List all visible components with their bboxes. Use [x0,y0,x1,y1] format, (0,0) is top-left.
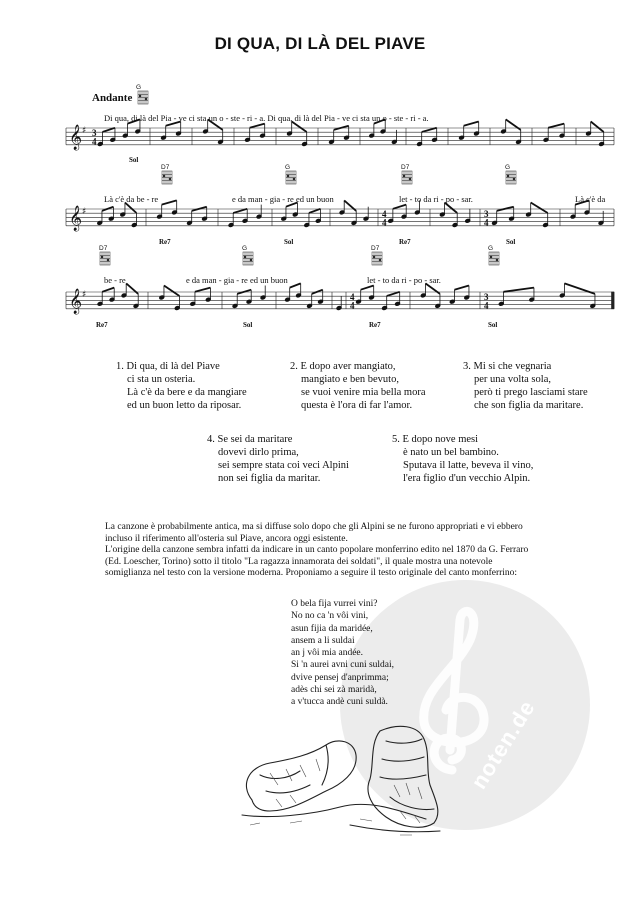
poem-line: a v'tucca andè cuni suldà. [291,697,388,708]
poem-line: No no ca 'n vôi vini, [291,611,369,622]
time-signature-top: 4 [382,209,387,219]
verse-5 [392,433,533,485]
lyrics-line: let - to da ri - po - sar. [399,194,473,204]
note-beam [464,122,479,126]
note-beam [503,288,534,292]
lyrics-line: be - re [104,275,126,285]
verse-line: per una volta sola, [474,374,551,385]
final-bar-line [612,292,615,309]
historical-note [105,522,535,580]
chord-diagram-icon [138,91,148,104]
sheet-music [0,0,640,340]
verse-line: Mi si che vegnaria [473,361,552,372]
chord-diagram-icon [162,171,172,184]
verse-number: 4. [207,434,215,445]
treble-clef-icon: 𝄞 [69,289,83,314]
note-beam [162,200,177,204]
treble-clef-icon: 𝄞 [69,206,83,231]
poem-line: asun fijia da maridée, [291,623,373,634]
time-signature-top: 3 [484,292,489,302]
note-beam [454,286,469,290]
chord-below: Sol [129,156,139,164]
poem-line: an j vôi mia andée. [291,648,364,659]
verse-2 [290,360,426,412]
verse-line: però ti prego lasciami stare [474,387,588,398]
chord-above: D7 [99,245,108,252]
time-signature-bottom: 4 [350,300,355,311]
chord-above: G [285,164,291,171]
monferrino-poem [291,598,394,709]
chord-above: D7 [161,164,170,171]
verse-number: 1. [116,361,124,372]
lyrics-line: e da man - gia - re ed un buon [232,194,334,204]
chord-above: G [488,245,494,252]
time-signature-bottom: 4 [92,136,97,147]
verse-line: Se sei da maritare [217,434,293,445]
note-beam [102,288,114,292]
note-beam [506,119,521,129]
verse-number: 5. [392,434,400,445]
poem-line: ansem a li suldai [291,635,355,646]
staff-lines [66,128,614,309]
time-signature-bottom: 4 [382,217,387,228]
chord-diagram-icon [489,252,499,265]
lyrics-line: e da man - gia - re ed un buon [186,275,288,285]
chord-above: D7 [401,164,410,171]
note-beam [126,283,138,294]
treble-clef-icon: 𝄞 [69,125,83,150]
note-beam [531,203,548,214]
note-beam [290,283,301,287]
note-beam [125,203,137,214]
verse-line: Là c'è da bere e da mangiare [127,387,247,398]
verse-line: dovevi dirlo prima, [218,447,299,458]
verse-line: mangiato e ben bevuto, [301,374,399,385]
note-beam [195,288,211,292]
chord-below: Sol [506,238,516,246]
chord-above: G [136,84,142,91]
chord-diagram-icon [402,171,412,184]
note-paragraph: La canzone è probabilmente antica, ma si diffuse solo dopo che gli Alpini se ne furono appropriati e vi ebbero incluso il riferimento all'osteria sul Piave, ancora oggi esistente. [105,522,523,544]
poem-line: Si 'n aurei avni cuni suldai, [291,660,395,671]
chord-below: Re7 [369,321,381,329]
lyrics-line: let - to da ri - po - sar. [367,275,441,285]
chord-above: G [505,164,511,171]
verse-line: Sputava il latte, beveva il vino, [403,460,534,471]
note-beam [591,122,604,133]
song-title: DI QUA, DI LÀ DEL PIAVE [214,34,426,53]
lyrics-line: Là c'è da be - re [104,194,159,204]
chord-below: Sol [243,321,253,329]
verse-line: è nato un bel bambino. [403,447,499,458]
note-beam [344,200,356,211]
note-beam [361,286,374,290]
note-beam [548,124,564,128]
note-beam [564,283,595,294]
lyrics-line: Di qua, di là del Pia - ve ci sta un o - ste - ri - a. Di qua, di là del Pia - ve ci sta un o - ste - ri - a. [104,113,429,123]
chord-below: Sol [488,321,498,329]
chord-above: G [242,245,248,252]
verse-line: se vuoi venire mia bella mora [301,387,426,398]
time-signature-bottom: 4 [484,217,489,228]
chord-diagram-icon [506,171,516,184]
lyrics-line: Là c'è da [575,194,606,204]
verse-number: 2. [290,361,298,372]
key-signature-sharp-icon: ♯ [82,126,87,136]
boots-illustration [230,715,460,845]
chord-below: Re7 [399,238,411,246]
poem-line: dvive pensej d'anprimma; [291,672,389,683]
verse-line: questa è l'ora di far l'amor. [301,400,413,411]
chord-diagram-icon [286,171,296,184]
verse-line: ed un buon letto da riposar. [127,400,242,411]
poem-line: O bela fija vurrei vini? [291,599,378,609]
chord-above: D7 [371,245,380,252]
chord-below: Re7 [96,321,108,329]
chord-diagram-icon [243,252,253,265]
note-paragraph: L'origine della canzone sembra infatti da indicare in un canto popolare monferrino edito nel 1870 da G. Ferraro (Ed. Loescher, Torino) sotto il titolo "La ragazza innamorata dei soldati", il quale mostra una notevole somiglianza nel testo con la versione moderna. Proponiamo a seguire il testo originale del canto monferrino: [105,545,529,579]
notes [69,119,604,314]
poem-line: adès chi sei zà maridà, [291,685,377,696]
verse-line: non sei figlia da maritar. [218,473,321,484]
note-beam [309,209,321,213]
note-beam [250,124,265,128]
time-signature-top: 3 [92,128,97,138]
chord-below: Sol [284,238,294,246]
tempo-marking: Andante [92,92,133,104]
time-signature-top: 4 [350,292,355,302]
key-signature-sharp-icon: ♯ [82,290,87,300]
chord-below: Re7 [159,238,171,246]
verse-line: Di qua, di là del Piave [126,361,220,372]
note-beam [102,128,115,132]
verse-line: l'era figlio d'un vecchio Alpin. [403,473,531,484]
watermark-text: noten.de [466,695,541,794]
chord-diagram-icon [372,252,382,265]
verse-line: ci sta un osteria. [127,374,196,385]
chord-diagram-icon [100,252,110,265]
verse-1 [116,360,247,412]
note-beam [393,205,406,209]
verse-line: che son figlia da maritare. [474,400,584,411]
note-beam [387,292,400,296]
time-signature-bottom: 4 [484,300,489,311]
verse-line: sei sempre stata coi veci Alpini [218,460,349,471]
time-signature-top: 3 [484,209,489,219]
verse-3 [463,360,588,412]
note-beam [445,203,458,214]
note-beam [422,128,437,132]
verse-line: E dopo nove mesi [402,434,479,445]
verse-number: 3. [463,361,471,372]
note-beam [164,286,180,297]
note-beam [292,122,307,133]
verse-4 [207,433,349,485]
key-signature-sharp-icon: ♯ [82,207,87,217]
note-beam [233,209,247,213]
verse-line: E dopo aver mangiato, [300,361,396,372]
